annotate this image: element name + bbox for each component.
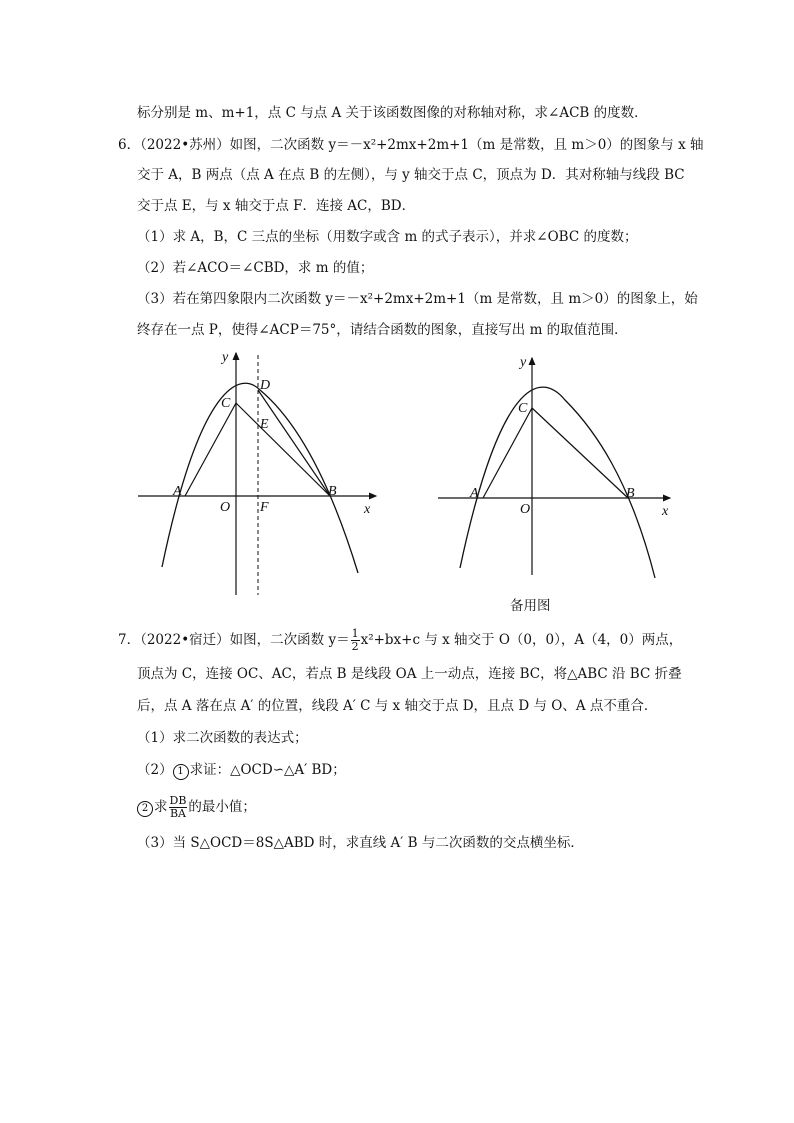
label-b: B <box>328 484 337 499</box>
q6-part-3-line-1: （3）若在第四象限内二次函数 y＝－x²+2mx+2m+1（m 是常数，且 m＞0）的图象上，始 <box>137 291 698 307</box>
label-c: C <box>221 396 231 411</box>
label-a: A <box>173 484 182 499</box>
segment-bd <box>258 390 330 496</box>
q7-stem-line-3: 后，点 A 落在点 A′ 的位置，线段 A′ C 与 x 轴交于点 D，且点 D 与 O、A 点不重合． <box>137 698 658 714</box>
segment-bc <box>532 408 628 498</box>
q7-stem-line-1: 7．（2022•宿迁）如图，二次函数 y＝ $\frac{1}{2}$ x²+bx+c 与 x 轴交于 O（0，0），A（4，0）两点， <box>118 627 683 653</box>
q7-part-2b: 2 求 $\frac{DB}{BA}$ 的最小值； <box>137 795 256 820</box>
figure-caption: 备用图 <box>510 598 551 614</box>
label-o: O <box>520 502 531 517</box>
q6-stem-line-3: 交于点 E，与 x 轴交于点 F．连接 AC，BD． <box>137 198 416 214</box>
label-d: D <box>260 378 271 393</box>
label-c: C <box>518 401 528 416</box>
line-q5-tail: 标分别是 m、m+1，点 C 与点 A 关于该函数图像的对称轴对称，求∠ACB 的度数． <box>137 105 648 121</box>
label-e: E <box>260 417 269 432</box>
q7-stem-line-2: 顶点为 C，连接 OC、AC，若点 B 是线段 OA 上一动点，连接 BC，将△ABC 沿 BC 折叠 <box>137 666 682 682</box>
label-x: x <box>364 502 371 517</box>
segment-ac <box>185 403 236 496</box>
label-o: O <box>220 500 231 515</box>
q7-part-3: （3）当 S△OCD＝8S△ABD 时，求直线 A′ B 与二次函数的交点横坐标． <box>137 835 584 851</box>
label-a: A <box>470 486 479 501</box>
q6-figure-backup <box>430 350 680 590</box>
circled-number-2: 2 <box>137 801 153 817</box>
segment-ac <box>483 408 532 498</box>
q6-part-1: （1）求 A，B，C 三点的坐标（用数字或含 m 的式子表示），并求∠OBC 的度数； <box>137 229 638 245</box>
label-b: B <box>626 486 635 501</box>
q7-part-2: （2） 1 求证：△OCD∽△A′ BD； <box>137 762 346 778</box>
q6-part-3-line-2: 终存在一点 P，使得∠ACP＝75°，请结合函数的图象，直接写出 m 的取值范围． <box>137 322 628 338</box>
q7-part-1: （1）求二次函数的表达式； <box>137 730 308 746</box>
label-x: x <box>662 504 669 519</box>
parabola-curve <box>162 383 358 573</box>
label-f: F <box>260 500 269 515</box>
q6-part-2: （2）若∠ACO＝∠CBD，求 m 的值； <box>137 260 374 276</box>
fraction-half: $\frac{1}{2}$ <box>351 627 359 653</box>
segment-bc <box>236 403 330 496</box>
label-y: y <box>222 350 229 365</box>
fraction-db-ba: $\frac{DB}{BA}$ <box>169 794 187 820</box>
q6-stem-line-1: 6．（2022•苏州）如图，二次函数 y＝－x²+2mx+2m+1（m 是常数，且 m＞0）的图象与 x 轴 <box>118 137 704 153</box>
q6-stem-line-2: 交于 A，B 两点（点 A 在点 B 的左侧），与 y 轴交于点 C，顶点为 D．其对称轴与线段 BC <box>137 167 685 183</box>
circled-number-1: 1 <box>173 764 189 780</box>
parabola-curve <box>460 387 655 578</box>
label-y: y <box>520 355 527 370</box>
q6-figure-main <box>130 345 385 600</box>
